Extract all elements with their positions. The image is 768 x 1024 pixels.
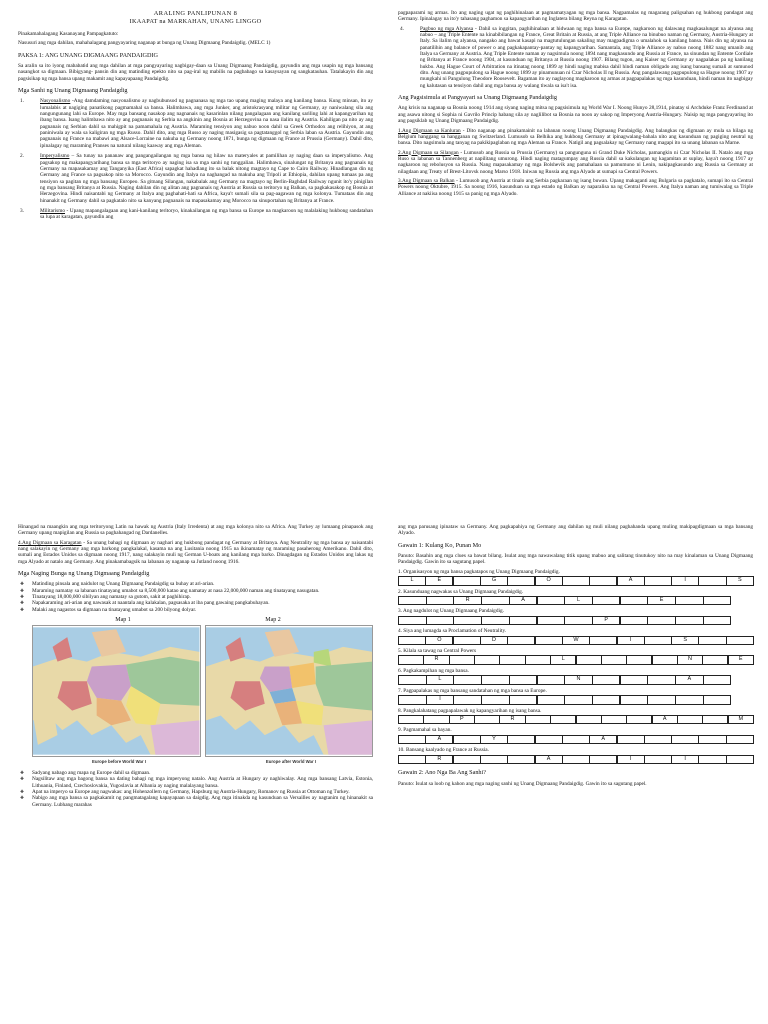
front-text: - Sa unang bahagi ng digmaan ay naghari ang hukbong pandagat ng Germany at Britanya. Ang Neutrality ng mga bansa ay naisantabi nang salakayin ng Germany ang mga barkong pangkalakal, kasama na ang Lusitania noong 1915 na ikinamatay ng maraming pasaherong Amerikano. Dahil dito, sumali ang Estados Unidos sa digmaan noong 1917, nang salakayin muli ng German U-boats ang kanilang mga barko. Dinagdagan ng Estados Unidos ang lakas ng mga Alyado at natalo ang Germany. Ang pinakamabagsik na labanan ay naganap sa Jutland noong 1916. [18,539,373,565]
letter-box[interactable] [601,655,627,665]
list-item [398,26,753,89]
letter-box[interactable] [537,596,566,606]
letter-box[interactable] [726,735,754,745]
letter-box[interactable]: A [589,735,617,745]
map2-label: Map 2 [265,617,281,624]
letter-box[interactable] [507,576,535,586]
letter-box[interactable] [507,755,535,765]
letter-box[interactable] [576,715,602,725]
letter-box[interactable]: A [675,675,704,685]
gawain1-title: Gawain 1: Kulang Ko, Punan Mo [398,541,482,549]
letter-box[interactable] [426,616,455,626]
maps-row [32,625,373,757]
pagsisimula-text: Ang krisis na naganap sa Bosnia noong 1914 ang siyang naging mitsa ng pagsisimula ng World War I. Noong Hunyo 28,1914, pinatay si Archduke Franz Ferdinand at ang asawa nitong si Sophia ni Gavrilo Princip habang sila ay naglilibot sa Bosnia na noon ay sakop ng Imperyong Austria-Hungary. Naisip ng mga pangyayaring ito ang pagsiklab ng Unang Digmaang Pandaigdig. [398,105,753,125]
letter-box[interactable] [644,735,672,745]
letter-box[interactable] [564,616,593,626]
letter-box[interactable]: E [425,576,453,586]
letter-box[interactable] [398,675,427,685]
answer-letter-grid [398,596,753,606]
answer-letter-grid [398,695,753,705]
map-labels [48,617,348,623]
letter-box[interactable]: L [550,655,576,665]
letter-box[interactable]: I [671,576,699,586]
letter-box[interactable]: I [426,695,455,705]
letter-box[interactable]: O [535,576,563,586]
cause-text: - Dahil sa inggitan, paghihinalaan at hidwaan ng mga bansa sa Europe, nagkaroon ng dalawang magkasalungat na alyansa ang nabuo – ang Triple Entente na kinabibilangan ng France, Great Britain at Russia, at ang Triple Alliance na binubuo naman ng Germany, Austria-Hungary at Italy. Sa ilalim ng alyansa, nangako ang bawat kasapi na magtutulungan sakaling may magpadigma o umalahok sa kanilang bansa. Nais din ng alyansa na panatilihin ang balance of power o ang pagkakapantay-pantay ng kapangyarihan. Samantala, ang Triple Alliance ay nabuo noong 1882 nang umanib ang Italya sa Germany at Austria. Ang Triple Entente naman ay nagsimula noong 1894 nang magkasundo ang Russia at France, na sinundan ng Entente Cordiale ng Britanya at France noong 1904, at kasunduan ng Britanya at Russia noong 1907. Bilang tugon, ang Kaiser ng Germany ay nagpalakas pa ng kanilang hukbo. Ang Hague Court of Arbitration na itinatag noong 1899 ay hindi naging mabisa dahil hindi naman obligado ang isang bansang sumali at sumunod dito. Ang unang pagpupulong sa Hague noong 1899 ay pinamunuan ni Czar Nicholas II ng Russia. Ang pangalawang pagpupulong sa Hague noong 1907 ay mungkahi ni Pangulong Theodore Roosevelt. Bagaman ito ay naglayong magkaroon ng armas at pagpapalakas ng mga kasunduan, hindi naman ito nagbigay ng kalutasan sa tensiyon dahil ang mga bansa ay walang tiwala sa isa't isa. [420,25,753,89]
map-europe-before [32,625,201,757]
letter-box[interactable] [398,755,426,765]
letter-box[interactable] [675,596,704,606]
letter-box[interactable] [398,695,427,705]
letter-box[interactable] [647,695,676,705]
list-item [18,98,373,149]
letter-box[interactable] [537,695,566,705]
letter-box[interactable] [535,735,563,745]
causes-list-continued [398,26,753,89]
bunga-heading: Mga Naging Bunga ng Unang Digmaang Pandaigdig [18,570,150,578]
list-item [18,153,373,204]
letter-box[interactable] [698,636,726,646]
letter-box[interactable] [481,695,510,705]
list-item: ❖ Nagsilitaw ang mga bagong bansa na dating bahagi ng mga imperyong natalo. Ang Austria at Hungary ay naghiwalay. Ang mga bansang Latvia, Estonia, Lithuania, Finland, Czechoslovakia, Yugoslavia at Albania ay naging malalayang bansa. [32,776,373,789]
question-clue: 9. Pagmamahal sa bayan. [398,727,452,734]
letter-box[interactable] [474,715,500,725]
left-column [18,10,373,225]
right-column [398,524,753,790]
cause-term: Nasyonalismo [40,98,71,105]
letter-box[interactable] [626,715,652,725]
list-item: ❖ Matinding pinsala ang naidulot ng Unang Digmaang Pandaigdig sa buhay at ari-arian. [32,581,373,587]
question-clue: 1. Organisasyon ng mga bansa pagkatapos ng Unang Digmaang Pandaigdig. [398,568,560,575]
letter-box[interactable] [509,695,538,705]
gawain2-title: Gawain 2: Ano Nga Ba Ang Sanhi? [398,769,486,777]
letter-box[interactable] [620,596,649,606]
letter-box[interactable] [525,655,551,665]
letter-box[interactable] [726,636,754,646]
europe-map-before-image [33,626,200,756]
module-subtitle: IKAAPAT na MARKAHAN, UNANG LINGGO [129,17,262,25]
letter-box[interactable]: E [728,655,754,665]
letter-box[interactable]: W [562,636,590,646]
answer-letter-grid [398,576,753,586]
letter-box[interactable]: I [617,755,645,765]
letter-box[interactable]: Y [480,735,508,745]
front-label: 2.Ang Digmaan sa Silangan [398,149,459,156]
module-page-bottom [0,514,768,1024]
answer-letter-grid [398,675,753,685]
letter-box[interactable] [698,755,726,765]
letter-box[interactable]: R [425,755,453,765]
list-item: ❖ Nabigo ang mga bansa sa pagkakamit ng pangmatagalang kapayapaan sa daigdig. Ang mga itinakda ng kasunduan sa Versailles ay nagtanim ng hinanakit sa Germany. Lubhang marahas [32,795,373,808]
letter-box[interactable]: P [449,715,475,725]
letter-box[interactable]: R [423,655,449,665]
letter-box[interactable]: S [726,576,754,586]
list-item: ❖ Napakaraming ari-arian ang nawasak at naantala ang kalakalan, pagsasaka at iba pang gawaing pangkabuhayan. [32,600,373,606]
letter-box[interactable] [507,636,535,646]
fill-in-items [398,569,753,764]
list-item: ❖ Sadyang nabago ang mapa ng Europe dahil sa digmaan. [32,770,373,776]
letter-box[interactable] [620,695,649,705]
letter-box[interactable]: N [677,655,703,665]
letter-box[interactable] [453,755,481,765]
front-label: 4.Ang Digmaan sa Karagatan [18,539,82,546]
list-item: ❖ Malaki ang nagastos sa digmaan na tinatayang umabot sa 200 bilyong dolyar. [32,607,373,613]
letter-box[interactable]: G [480,576,508,586]
module-title: ARALING PANLIPUNAN 8 [153,10,238,17]
letter-box[interactable]: L [564,596,593,606]
map1-label: Map 1 [115,617,131,624]
letter-box[interactable] [617,735,645,745]
letter-box[interactable] [703,616,732,626]
item-number: 2. [20,153,24,160]
letter-box[interactable] [626,655,652,665]
question-clue: 10. Bansang kaalyado ng France at Russia. [398,747,489,754]
letter-box[interactable]: O [425,636,453,646]
letter-box[interactable] [509,616,538,626]
letter-box[interactable] [644,636,672,646]
letter-box[interactable] [453,576,481,586]
letter-box[interactable]: A [617,576,645,586]
gawain2-directions: Panuto: Isulat sa loob ng kahon ang mga naging sanhi ng Unang Digmaang Pandaigdig. Gawin ito sa sagutang papel. [398,780,647,787]
letter-box[interactable]: D [480,636,508,646]
front-label: 1.Ang Digmaan sa Kanluran [398,127,461,134]
causes-list [18,98,373,220]
letter-box[interactable] [453,695,482,705]
letter-box[interactable] [677,715,703,725]
causes-heading: Mga Sanhi ng Unang Digmaang Pandaigdig [18,87,128,95]
letter-box[interactable] [525,715,551,725]
letter-box[interactable] [453,735,481,745]
letter-box[interactable] [535,636,563,646]
letter-box[interactable]: E [647,596,676,606]
letter-box[interactable] [481,616,510,626]
militarismo-continuation: pagpaparami ng armas. Ito ang naging ugat ng paghihinalaan at pagmamatyagan ng mga bansa. Nagpamalas ng magarang paligsahan ng hukbong pandagat ang Germany. Ipinalagay na ito'y tahasang paghamon sa kapangyarihan ng Inglatera bilang Reyna ng Karagatan. [398,10,753,23]
right-column [398,10,753,200]
letter-box[interactable] [576,655,602,665]
letter-box[interactable] [702,715,728,725]
cause-term: Imperyalismo [40,153,70,160]
answer-letter-grid [398,735,753,745]
cause-text: - Upang mapangalagaan ang kani-kanilang teritoryo, kinakailangan ng mga bansa sa Europe na magkaroon ng malalaking hukbong sandatahan sa lupa at karagatan, gayundin ang [40,207,373,221]
list-item: ❖ Maraming namatay sa labanan tinatayang umabot sa 8,500,000 katao ang namatay at nasa 22,000,000 naman ang tinatayang nasugatan. [32,588,373,594]
letter-box[interactable] [537,616,566,626]
letter-box[interactable]: M [728,715,754,725]
item-number: 3. [20,207,24,214]
letter-box[interactable] [589,755,617,765]
letter-box[interactable] [562,576,590,586]
letter-box[interactable] [652,655,678,665]
letter-box[interactable] [398,616,427,626]
answer-letter-grid [398,636,753,646]
letter-box[interactable] [620,675,649,685]
item-number: 1. [20,98,24,105]
module-page-top [0,0,768,500]
front-paragraph [398,150,753,175]
letter-box[interactable] [592,695,621,705]
map2-caption: Europe after World War I [265,759,317,765]
intro-paragraph: Sa aralin sa ito iyong mababatid ang mga dahilan at mga pangyayaring nagbigay-daan sa Unang Digmaang Pandaigdig, gayundin ang mga usapin ng mga bansang nasangkot sa digmaan. Bibigyang- pansin din ang matinding epekto nito sa pag-iral ng mabilis na pagbabago sa kasaysayan ng sangkatauhan. Tatalakayin din ang pagsisikap ng mga bansa upang makamit ang kapayapaang Pandaigdig. [18,63,373,82]
letter-box[interactable] [589,636,617,646]
letter-box[interactable]: L [398,576,426,586]
letter-box[interactable] [698,576,726,586]
letter-box[interactable] [562,755,590,765]
front-text: - Lumusob ang Russia sa Prussia (Germany) sa pangunguna ni Grand Duke Nicholas, pamangkin ni Czar Nicholas II. Natalo ang mga Ruso sa labanan sa Tannenberg at napilitang umurong. Hindi naging matagumpay ang Russia dahil sa kakulangan ng kagamitan at suplay, kaya't noong 1917 ay nagkaroon ng rebolusyon sa Russia. Nang mapasakamay ng mga Bolshevik ang pamahalaan sa pamumuno ni Lenin, nakipagkasundo ang Russia sa Germany at nilagdaan ang Treaty of Brest-Litovsk noong Marso 1918. Iniwan ng Russia ang mga Alyado at sumapi sa Central Powers. [398,149,753,175]
letter-box[interactable] [481,596,510,606]
letter-box[interactable] [453,616,482,626]
letter-box[interactable] [537,675,566,685]
map-europe-after [205,625,374,757]
letter-box[interactable] [703,596,732,606]
letter-box[interactable] [726,755,754,765]
letter-box[interactable]: A [535,755,563,765]
letter-box[interactable]: A [509,596,538,606]
letter-box[interactable] [601,715,627,725]
competency-label: Pinakamahalagang Kasanayang Pampagkatuto: [18,31,119,37]
letter-box[interactable] [481,675,510,685]
list-item: ❖ Apat na imperyo sa Europe ang nagwakas: ang Hohenzollern ng Germany, Hapsburg ng Austria-Hungary, Romanov ng Russia at Ottoman ng Turkey. [32,789,373,795]
front-paragraph [398,128,753,147]
letter-box[interactable] [564,695,593,705]
after-maps-list [18,770,373,808]
answer-letter-grid [398,715,753,725]
letter-box[interactable]: I [617,636,645,646]
letter-box[interactable] [702,655,728,665]
letter-box[interactable]: L [426,675,455,685]
letter-box[interactable] [675,616,704,626]
cause-text: -Ang damdaming nasyonalismo ay nagbubunsod ng pagnanasa ng mga tao upang maging malaya ang kanilang bansa. Kung minsan, ito ay lumalabis at nagiging panatikong pagmamahal sa bansa. Halimbawa, ang mga Junker, ang aristokrasyang militar ng Germany, ay naniwalang sila ang nangungunang lahi sa Europe. May mga bansang nasakop ang nagnanais ng kasarinlan nilang pangalagaan ang kanilang sariling lahi at kapangyarihan ng ibang bansa. Isang halimbawa nito ay ang pagnanais ng Serbia na angkinin ang Bosnia at Herzegovina na nasa ilalim ng Austria. Kahiligan pa nito ay ang pagnanais ng Serbian dahil sa mahigpit na pamamahala ng Austria. Maraming tensiyon ang nabuo noon dahil sa Greek Orthodox ang relihiyon, at ang paniniwala ay wala sa kaligiran ng mga Russo. Dahil dito, ang mga Russo ay naging masigasig sa pagtatanggol ng Serbia laban sa Austria. Gayundin ang pagnanais ng France na mabawi ang Alsace-Lorraine na nakuha ng Germany noong 1871, bunga ng digmaan ng France at Prussia (Germany). Dahil dito, ipinalagay ng maraming Pranses na natural nilang kaaway ang mga Aleman. [40,98,373,149]
letter-box[interactable]: A [425,735,453,745]
cause-text: – Sa tunay na pananaw ang pangangailangan ng mga bansa ng hilaw na materyales at pamilihan ay naging daan sa imperyalismo. Ang pagsakop ng makapangyarihang bansa sa mga teritoryo ay naging isa sa mga sanhi ng tunggalian. Halimbawa, sinalungat ng Britanya ang pagnanais ng Germany na mapasakamay ang Tanganyika (East Africa) sapagkat hahadlang ito sa balak nitong magtayo ng Cape to Cairo Railway. Hinadlangan din ng Germany ang France sa pagsakop nito sa Morocco. Gayundin ang Italya na naghangad na makuha ang Tripoli at Ethiopia, dahilan upang tumaas pa ang tensiyon sa pagitan ng mga bansang Europeo. Sa gitnang Silangan, nakabalak ang Germany na magtayo ng Berlin-Baghdad Railway ngunit ito'y pinigilan ng mga bansang Britanya at Russia. Naging dahilan din ng alitan ang pagnanais ng Austria at Russia sa teritoryo ng Balkan, sa pagkakasakop ng Bosnia at Herzegovina. Hindi naisantabi ng Germany at Italya ang paghahati-hati sa Africa, kaya't sumali sila sa pag-aagawan ng mga kolonya. Tumataas din ang hinanakit ng Germany dahil sa pagkatalo nito sa kanyang pagnanais na mapasakamay ang Morocco na sinuportahan ng Britanya at France. [40,153,373,204]
answer-letter-grid [398,616,753,626]
question-clue: 5. Kilala sa tawag na Central Powers [398,648,477,655]
letter-box[interactable] [647,675,676,685]
letter-box[interactable] [449,655,475,665]
question-clue: 4. Siya ang lumagda sa Proclamation of Neutrality. [398,628,507,635]
letter-box[interactable] [644,576,672,586]
letter-box[interactable] [562,735,590,745]
letter-box[interactable] [426,596,455,606]
question-clue: 7. Pagpapalakas ng mga bansang sandatahan ng mga bansa sa Europe. [398,687,547,694]
letter-box[interactable] [453,636,481,646]
cause-term: Pagbuo ng mga Alyansa [420,25,474,32]
letter-box[interactable]: A [652,715,678,725]
letter-box[interactable]: N [564,675,593,685]
letter-box[interactable]: I [671,755,699,765]
answer-letter-grid [398,755,753,765]
letter-box[interactable] [474,655,500,665]
gawain1-directions: Panuto: Basahin ang mga clues sa bawat bilang. Isulat ang mga nawawalang titik upang mabuo ang salitang tinutukoy nito na may kinalaman sa Unang Digmaang Pandaigdig. Gawin ito sa sagutang papel. [398,553,753,566]
letter-box[interactable] [550,715,576,725]
question-clue: 2. Kasunduang nagwakas sa Unang Digmaang Pandaigdig. [398,588,524,595]
letter-box[interactable] [453,675,482,685]
question-clue: 8. Pangkalahatang pagpapalawak ng kapangyarihan ng isang bansa. [398,707,542,714]
letter-box[interactable] [647,616,676,626]
front-label: 3.Ang Digmaan sa Balkan [398,177,455,184]
letter-box[interactable] [398,596,427,606]
letter-box[interactable]: R [499,715,525,725]
letter-box[interactable] [703,695,732,705]
letter-box[interactable] [671,735,699,745]
front-paragraph [398,178,753,197]
letter-box[interactable] [589,576,617,586]
lead-paragraph: Hinangad na maangkin ang mga teritoryong Latin na hawak ng Austria (Italy Irredenta) at ang mga kolonya nito sa Africa. Ang Turkey ay lumaang pinapasok ang Germany upang mapigilan ang Russia sa paghahangad ng Dardanelles. [18,524,373,537]
letter-box[interactable] [675,695,704,705]
front-text: - Lumusob ang Austria at tinalo ang Serbia pagkaraan ng isang buwan. Upang makaganti ang Bulgaria sa pagkatalo, sumapi ito sa Central Powers noong Oktubre, 1915. Sa noong 1916, kasunduan sa mga estado ng Balkan ay naparalisa na ng Central Powers. Ang Italya naman ang tumiwalag sa Triple Alliance at nakiisa noong 1915 sa panig ng mga Alyado. [398,177,753,197]
letter-box[interactable] [592,675,621,685]
letter-box[interactable] [644,755,672,765]
letter-box[interactable] [507,735,535,745]
letter-box[interactable] [398,735,426,745]
letter-box[interactable] [499,655,525,665]
list-item: ❖ Tinatayang 18,000,000 sibilyan ang namatay sa gutom, sakit at paghihirap. [32,594,373,600]
europe-map-after-image [206,626,373,756]
cause-term: Militarismo [40,207,66,214]
list-item [18,208,373,221]
bunga-list [18,581,373,613]
item-number: 4. [400,25,404,32]
letter-box[interactable] [592,596,621,606]
question-clue: 3. Ang nagdulot ng Unang Digmaang Pandaigdig. [398,608,504,615]
letter-box[interactable]: R [453,596,482,606]
letter-box[interactable] [509,675,538,685]
paksa-heading: PAKSA 1: ANG UNANG DIGMAANG PANDAIGDIG [18,51,158,59]
letter-box[interactable] [703,675,732,685]
letter-box[interactable] [423,715,449,725]
letter-box[interactable] [398,715,424,725]
letter-box[interactable] [698,735,726,745]
pagsisimula-heading: Ang Pagsisimula at Pangyayari sa Unang Digmaang Pandaigdig [398,94,557,102]
letter-box[interactable] [398,655,424,665]
letter-box[interactable] [398,636,426,646]
versailles-continuation: ang mga parusang ipinataw sa Germany. Ang pagkapahiya ng Germany ang dahilan ng muli nilang paghahanda upang muling makipagdigmaan sa mga bansang Alyado. [398,524,753,537]
answer-letter-grid [398,655,753,665]
letter-box[interactable]: S [671,636,699,646]
front-paragraph [18,540,373,565]
competency-text: Nasusuri ang mga dahilan, mahahalagang pangyayaring naganap at bunga ng Unang Digmaang Pandaigdig. (MELC 1) [18,40,271,47]
letter-box[interactable] [480,755,508,765]
left-column [18,524,373,811]
letter-box[interactable] [620,616,649,626]
front-text: - Dito naganap ang pinakamainit na labanan noong Unang Digmaang Pandaigdig. Ang balangkas ng digmaan ay mula sa hilaga ng Belgium hanggang sa hangganan ng Switzerland. Lumusob sa Belhika ang hukbong Germany at ipinagwalang-bahala nito ang kasunduan ng pagiging neutral ng bansa. Dito nagsimula ang tanyag na pakikipaglaban ng mga Aleman sa France. Natigil ang pagsalakay ng Germany nang magapi ito sa unang labanan sa Marne. [398,127,753,147]
map-captions [32,759,376,765]
question-clue: 6. Pagkakampihan ng mga bansa. [398,667,469,674]
map1-caption: Europe before World War I [91,759,146,765]
letter-box[interactable]: P [592,616,621,626]
